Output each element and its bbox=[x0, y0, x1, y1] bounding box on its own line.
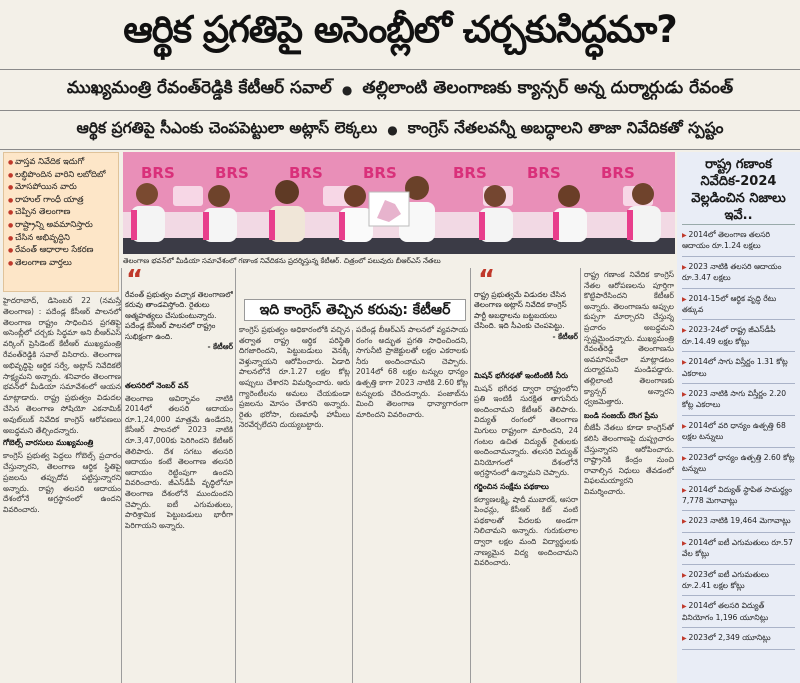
subheadline-1-right: తల్లిలాంటి తెలంగాణకు క్యాన్సర్‌ అన్న దుర్మార్గుడు రేవంత్‌ bbox=[362, 78, 734, 98]
left-section-heading: గోబెల్స్‌ వారసులు ముఖ్యమంత్రి bbox=[3, 438, 94, 448]
article-column-b bbox=[239, 325, 350, 683]
fact-item: ▶ 2014లో సాగు విస్తీర్ణం 1.31 కోట్ల ఎకరాలు bbox=[682, 357, 795, 384]
highlight-item: ● రాష్ట్రాన్ని అవమానిస్తారు bbox=[8, 219, 114, 232]
quote-mark-icon: “ bbox=[126, 265, 144, 295]
column-d-text-2: కల్యాణలక్ష్మి, షాదీ ముబారక్‌, ఆసరా పింఛన్లు, కేసీఆర్‌ కిట్‌ వంటి పథకాలతో పేదలకు అండగా నిలిచామని అన్నారు. గురుకులాల ద్వారా లక్షల మంది విద్యార్థులకు నాణ్యమైన విద్య అందించామని వివరించారు. bbox=[474, 494, 578, 568]
highlight-item: ● మోసపోయిన వారు bbox=[8, 181, 114, 194]
left-column bbox=[3, 296, 121, 682]
highlight-item: ● తెలంగాణ వార్తలు bbox=[8, 257, 114, 270]
fact-item: ▶ 2014లో తెలంగాణ తలసరి ఆదాయం రూ.1.24 లక్షలు bbox=[682, 230, 795, 257]
quote-author: - కేటీఆర్‌ bbox=[552, 331, 578, 341]
fact-item: ▶ 2023 నాటికి తలసరి ఆదాయం రూ.3.47 లక్షలు bbox=[682, 262, 795, 289]
fact-item: ▶ 2014-15లో ఆర్థిక వృద్ధి రేటు తక్కువ bbox=[682, 294, 795, 321]
fact-item: ▶ 2023-24లో రాష్ట్ర జీఎస్‌డీపీ రూ.14.49 లక్షల కోట్లు bbox=[682, 325, 795, 352]
brs-logo-text: BRS bbox=[453, 164, 487, 182]
article-column-c bbox=[356, 325, 468, 683]
main-headline: ఆర్థిక ప్రగతిపై అసెంబ్లీలో చర్చకుసిద్ధమా? bbox=[123, 8, 677, 51]
bullet-icon: ● bbox=[341, 83, 353, 97]
fact-item: ▶ 2014లో తలసరి విద్యుత్‌ వినియోగం 1,196 యూనిట్లు bbox=[682, 601, 795, 628]
facts-title: రాష్ట్ర గణాంక నివేదిక-2024 వెల్లడించిన నిజాలు ఇవే.. bbox=[682, 156, 795, 225]
column-divider bbox=[235, 268, 236, 683]
column-divider bbox=[470, 268, 471, 683]
divider bbox=[0, 149, 800, 150]
fact-item: ▶ 2014లో ఐటీ ఎగుమతులు రూ.57 వేల కోట్లు bbox=[682, 538, 795, 565]
brs-logo-text: BRS bbox=[527, 164, 561, 182]
photo-illustration bbox=[123, 152, 675, 254]
column-d-heading-2: గర్జించిన సంక్షేమ పథకాలు bbox=[474, 481, 549, 491]
column-c-text: పదేండ్ల బీఆర్‌ఎస్‌ పాలనలో వ్యవసాయ రంగం అద్భుత ప్రగతి సాధించిందని, సాగునీటి ప్రాజెక్టులతో లక్షల ఎకరాలకు నీరు అందించామని చెప్పారు. 2014లో 68 లక్షల టన్నుల ధాన్యం ఉత్పత్తి కాగా 2023 నాటికి 2.60 కోట్ల టన్నులకు చేరిందన్నారు. పంజాబ్‌ను మించి తెలంగాణ ధాన్యాగారంగా మారిందని వివరించారు. bbox=[356, 325, 468, 419]
left-column-text: హైదరాబాద్‌, డిసెంబర్‌ 22 (నమస్తే తెలంగాణ) : పదేండ్ల కేసీఆర్‌ పాలనలో తెలంగాణ రాష్ట్రం సాధించిన ప్రగతిపై అసెంబ్లీలో చర్చకు సిద్ధమా అని బీఆర్‌ఎస్‌ వర్కింగ్‌ ప్రెసిడెంట్‌ కేటీఆర్‌ ముఖ్యమంత్రి రేవంత్‌రెడ్డికి సవాల్‌ విసిరారు. తెలంగాణ అభివృద్ధిపై ఆర్థిక సర్వే, అట్లాస్‌ నివేదికలే సాక్ష్యమని అన్నారు. శనివారం తెలంగాణ భవన్‌లో మీడియా సమావేశంలో ఆయన మాట్లాడారు. రాష్ట్ర ప్రభుత్వం విడుదల చేసిన తెలంగాణ సోషియో ఎకనామిక్‌ అవుట్‌లుక్‌ నివేదిక కాంగ్రెస్‌ ఆరోపణలు అబద్ధమని తేల్చిందన్నారు. bbox=[3, 296, 121, 435]
subheadline-2 bbox=[0, 111, 800, 149]
fact-item: ▶ 2023లో ధాన్యం ఉత్పత్తి 2.60 కోట్ల టన్నులు bbox=[682, 453, 795, 480]
brs-logo-text: BRS bbox=[363, 164, 397, 182]
subheadline-1-left: ముఖ్యమంత్రి రేవంత్‌రెడ్డికి కేటీఆర్‌ సవాల్‌ bbox=[66, 78, 332, 98]
highlight-item: ● రేవంత్‌ ఆధారాల సేకరణ bbox=[8, 244, 114, 257]
quote-box-1 bbox=[125, 290, 233, 374]
brs-logo-text: BRS bbox=[601, 164, 635, 182]
quote-author: - కేటీఆర్‌ bbox=[207, 342, 233, 352]
bullet-icon: ● bbox=[387, 123, 398, 137]
quote-text: రాష్ట్ర ప్రభుత్వమే విడుదల చేసిన తెలంగాణ అట్లాస్‌ నివేదిక కాంగ్రెస్‌ పార్టీ అబద్ధాలను బట్టబయలు చేసింది. ఇది సీఎంకు చెంపపెట్టు. bbox=[474, 290, 567, 331]
brs-logo-text: BRS bbox=[215, 164, 249, 182]
article-column-d bbox=[474, 368, 578, 683]
highlight-item: ● వాస్తవ నివేదిక ఇదుగో bbox=[8, 156, 114, 169]
highlight-item: ● చెప్పిన తెలంగాణ bbox=[8, 206, 114, 219]
fact-item: ▶ 2014లో విద్యుత్‌ స్థాపిత సామర్థ్యం 7,778 మెగావాట్లు bbox=[682, 485, 795, 512]
article-column-e bbox=[584, 270, 674, 683]
press-meet-photo bbox=[123, 152, 675, 254]
section-headline: ఇది కాంగ్రెస్‌ తెచ్చిన కరువు: కేటీఆర్‌ bbox=[244, 299, 466, 321]
highlight-item: ● లబ్ధిపొందిన వారిని లబోదిబో bbox=[8, 169, 114, 182]
column-d-heading: మిషన్‌ భగీరథతో ఇంటింటికీ నీరు bbox=[474, 371, 569, 380]
column-e-text: రాష్ట్ర గణాంక నివేదిక కాంగ్రెస్‌ నేతల ఆరోపణలను పూర్తిగా కొట్టిపారేసిందని కేటీఆర్‌ అన్నారు. తెలంగాణను అప్పుల కుప్పగా మార్చారని చేస్తున్న ప్రచారం అబద్ధమని స్పష్టమైందన్నారు. ముఖ్యమంత్రి రేవంత్‌రెడ్డి తెలంగాణను అవమానించేలా మాట్లాడటం దుర్మార్గమని మండిపడ్డారు. తల్లిలాంటి తెలంగాణకు క్యాన్సర్‌ అన్నారని ధ్వజమెత్తారు. bbox=[584, 270, 674, 407]
quote-box-2 bbox=[474, 290, 578, 364]
column-e-heading: బండి సంజయ్‌ దొంగ ప్రేమ bbox=[584, 410, 658, 420]
quote-mark-icon: “ bbox=[478, 265, 496, 295]
column-divider bbox=[580, 268, 581, 683]
quote-text: రేవంత్‌ ప్రభుత్వం వచ్చాక తెలంగాణలో కరువు తాండవిస్తోంది. రైతులు ఆత్మహత్యలు చేసుకుంటున్నారు. పదేండ్ల కేసీఆర్‌ పాలనలో రాష్ట్రం సుభిక్షంగా ఉంది. bbox=[125, 290, 233, 341]
left-column-text-2: కాంగ్రెస్‌ ప్రభుత్వ పెద్దలు గోబెల్స్‌ ప్రచారం చేస్తున్నారని, తెలంగాణ ఆర్థిక స్థితిపై ప్రజలను తప్పుదోవ పట్టిస్తున్నారని అన్నారు. రాష్ట్ర తలసరి ఆదాయం దేశంలోనే అగ్రస్థానంలో ఉందని వివరించారు. bbox=[3, 451, 121, 515]
fact-item: ▶ 2023 నాటికి సాగు విస్తీర్ణం 2.20 కోట్ల ఎకరాలు bbox=[682, 389, 795, 416]
photo-caption: తెలంగాణ భవన్‌లో మీడియా సమావేశంలో గణాంక నివేదికను ప్రదర్శిస్తున్న కేటీఆర్‌. చిత్రంలో పలువురు బీఆర్‌ఎస్‌ నేతలు bbox=[123, 257, 441, 265]
column-divider bbox=[121, 268, 122, 683]
fact-item: ▶ 2014లో వరి ధాన్యం ఉత్పత్తి 68 లక్షల టన్నులు bbox=[682, 421, 795, 448]
column-d-text: మిషన్‌ భగీరథ ద్వారా రాష్ట్రంలోని ప్రతి ఇంటికీ సురక్షిత తాగునీరు అందించామని కేటీఆర్‌ తెలిపారు. విద్యుత్‌ రంగంలో తెలంగాణ మిగులు రాష్ట్రంగా మారిందని, 24 గంటల ఉచిత విద్యుత్‌ రైతులకు అందించామన్నారు. తలసరి విద్యుత్‌ వినియోగంలో దేశంలోనే అగ్రస్థానంలో ఉన్నామని చెప్పారు. bbox=[474, 383, 578, 478]
subheadline-1 bbox=[0, 70, 800, 110]
column-b-text: కాంగ్రెస్‌ ప్రభుత్వం అధికారంలోకి వచ్చిన తర్వాత రాష్ట్ర ఆర్థిక పరిస్థితి దిగజారిందని, పెట్టుబడులు వెనక్కి వెళ్తున్నాయని ఆరోపించారు. ఏడాది పాలనలోనే రూ.1.27 లక్షల కోట్ల అప్పులు చేశారని విమర్శించారు. ఆరు గ్యారెంటీలను అమలు చేయకుండా ప్రజలను మోసం చేశారని అన్నారు. రైతు భరోసా, రుణమాఫీ హామీలు నెరవేర్చలేదని దుయ్యబట్టారు. bbox=[239, 325, 350, 430]
subheadline-2-left: ఆర్థిక ప్రగతిపై సీఎంకు చెంపపెట్టులా అట్లాస్‌ లెక్కలు bbox=[76, 119, 378, 137]
column-divider bbox=[352, 330, 353, 683]
column-e-text-2: బీజేపీ నేతలు కూడా కాంగ్రెస్‌తో కలిసి తెలంగాణపై దుష్ప్రచారం చేస్తున్నారని ఆరోపించారు. రాష్ట్రానికి కేంద్రం నుంచి రావాల్సిన నిధులు తేవడంలో విఫలమయ్యారని విమర్శించారు. bbox=[584, 423, 674, 496]
fact-item: ▶ 2023లో ఐటీ ఎగుమతులు రూ.2.41 లక్షల కోట్లు bbox=[682, 570, 795, 597]
highlights-box bbox=[3, 152, 119, 292]
column-a-text: తెలంగాణ ఆవిర్భావం నాటికి 2014లో తలసరి ఆదాయం రూ.1,24,000 మాత్రమే ఉండేదని, కేసీఆర్‌ పాలనలో 2023 నాటికి రూ.3,47,000కు పెరిగిందని కేటీఆర్‌ తెలిపారు. దేశ సగటు తలసరి ఆదాయం కంటే తెలంగాణ తలసరి ఆదాయం రెట్టింపుగా ఉందని వివరించారు. జీఎస్‌డీపీ వృద్ధిలోనూ తెలంగాణ దేశంలోనే ముందుందని చెప్పారు. ఐటీ ఎగుమతులు, పారిశ్రామిక పెట్టుబడులు భారీగా పెరిగాయని అన్నారు. bbox=[125, 393, 233, 530]
article-column-a bbox=[125, 378, 233, 683]
highlight-item: ● రాహుల్‌ గాంధీ యాత్ర bbox=[8, 194, 114, 207]
fact-item: ▶ 2023లో 2,349 యూనిట్లు bbox=[682, 633, 795, 649]
brs-logo-text: BRS bbox=[141, 164, 175, 182]
column-a-heading: తలసరిలో నెంబర్‌ వన్‌ bbox=[125, 381, 189, 390]
fact-item: ▶ 2023 నాటికి 19,464 మెగావాట్లు bbox=[682, 516, 795, 532]
subheadline-2-right: కాంగ్రెస్‌ నేతలవన్నీ అబద్ధాలని తాజా నివేదికతో స్పష్టం bbox=[407, 119, 724, 137]
highlight-item: ● చేసిన అభివృద్ధిని bbox=[8, 232, 114, 245]
brs-logo-text: BRS bbox=[289, 164, 323, 182]
facts-sidebar bbox=[677, 152, 800, 683]
